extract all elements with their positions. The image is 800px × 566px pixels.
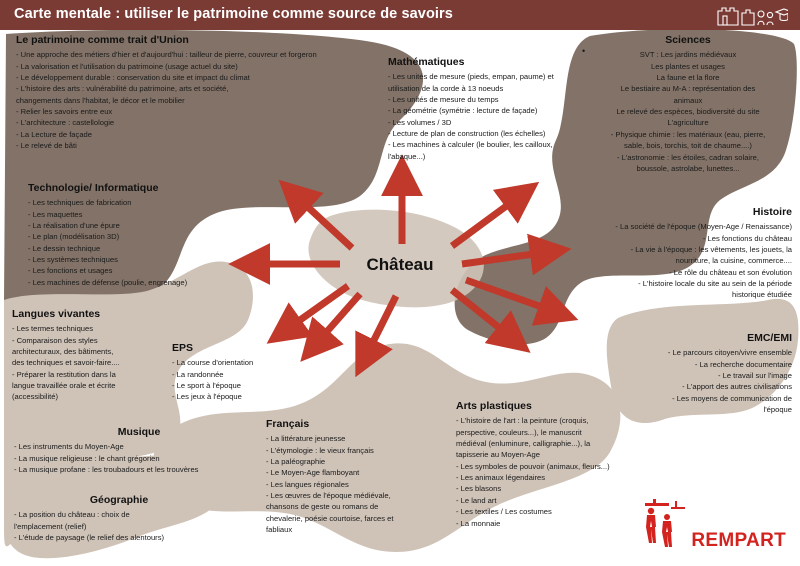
branch-title: Géographie: [89, 494, 149, 506]
rempart-figures-icon: [641, 497, 687, 554]
branch-item: - L'astronomie : les étoiles, cadran solaire,: [616, 152, 759, 162]
branch-item: - Le relevé de bâti: [16, 141, 77, 151]
branch-item: Le relevé des espèces, biodiversité du site: [616, 107, 760, 117]
branch-title: Histoire: [752, 206, 792, 218]
branch-item: médiéval (enluminure, calligraphie...), la: [456, 438, 591, 448]
branch-item: - Les instruments du Moyen-Age: [14, 442, 124, 452]
branch-items: [14, 509, 224, 543]
branch-item: - Le développement durable : conservation du site et impact du climat: [16, 72, 250, 82]
branch-item: - La position du château : choix de: [14, 510, 130, 520]
page-title: Carte mentale : utiliser le patrimoine comme source de savoirs: [14, 6, 453, 22]
branch-item: l'époque: [763, 405, 792, 415]
branch-title: Arts plastiques: [456, 400, 532, 412]
branch-item: - L'apport des autres civilisations: [682, 382, 792, 392]
branch-item: langue travaillée orale et écrite: [12, 381, 116, 391]
branch-item: animaux: [673, 95, 703, 105]
branch-title: EPS: [172, 342, 194, 354]
branch-item: - Les moyens de communication de: [672, 393, 792, 403]
sciences-bullet-marker: •: [582, 46, 586, 56]
branch-item: chevalerie, poésie courtoise, farces et: [266, 513, 394, 523]
branch-item: - La musique profane : les troubadours et les trouvères: [14, 464, 199, 474]
branch-title: EMC/EMI: [747, 332, 792, 344]
branch-item: - La vie à l'époque : les vêtements, les jouets, la: [630, 244, 792, 254]
branch-title: Français: [266, 418, 310, 430]
branch-items: [560, 221, 792, 301]
branch-technologie-informatique: [28, 182, 228, 288]
branch-items: [580, 49, 796, 174]
branch-geographie: [14, 494, 224, 543]
branch-item: - Une approche des métiers d'hier et d'aujourd'hui : tailleur de pierre, couvreur et forgeron: [16, 50, 317, 60]
branch-histoire: [560, 206, 792, 301]
branch-title: Mathématiques: [388, 56, 465, 68]
branch-item: - Les maquettes: [28, 209, 83, 219]
branch-item: - La musique religieuse : le chant grégorien: [14, 453, 160, 463]
branch-item: - L'étude de paysage (le relief des alentours): [14, 532, 165, 542]
branch-items: [12, 323, 162, 403]
central-node: [340, 248, 460, 282]
branch-items: [266, 433, 456, 536]
branch-item: - Les machines à calculer (le boulier, les cailloux,: [388, 140, 553, 150]
branch-mathematiques: [388, 56, 578, 162]
branch-item: utilisation de la corde à 13 noeuds: [388, 83, 504, 93]
branch-title: Musique: [117, 426, 161, 438]
branch-item: - Les systèmes techniques: [28, 255, 118, 265]
branch-item: - Les symboles de pouvoir (animaux, fleurs...): [456, 461, 610, 471]
branch-item: historique étudiée: [732, 290, 792, 300]
branch-item: - Relier les savoirs entre eux: [16, 107, 113, 117]
branch-musique: [14, 426, 264, 475]
branch-item: - Les machines de défense (poulie, engrenage): [28, 277, 188, 287]
branch-item: - La géométrie (symétrie : lecture de façade): [388, 106, 538, 116]
branch-item: tapisserie au Moyen-Age: [456, 450, 540, 460]
branch-item: - Les langues régionales: [266, 479, 349, 489]
branch-item: - La randonnée: [172, 369, 224, 379]
branch-item: L'agriculture: [667, 118, 709, 128]
branch-item: - La recherche documentaire: [694, 359, 792, 369]
branch-arts-plastiques: [456, 400, 656, 529]
branch-items: [456, 415, 656, 529]
branch-item: - Le sport à l'époque: [172, 380, 241, 390]
branch-item: - Les techniques de fabrication: [28, 198, 132, 208]
branch-item: - L'histoire de l'art : la peinture (croquis,: [456, 416, 589, 426]
branch-item: changements dans l'habitat, le décor et le mobilier: [16, 95, 185, 105]
branch-item: - Le parcours citoyen/vivre ensemble: [667, 348, 792, 358]
branch-item: perspective, couleurs...), le manuscrit: [456, 427, 582, 437]
branch-title: Le patrimoine comme trait d'Union: [16, 34, 189, 46]
branch-item: l'emplacement (relief): [14, 521, 87, 531]
branch-title: Langues vivantes: [12, 308, 101, 320]
branch-item: - Les termes techniques: [12, 324, 94, 334]
branch-item: - Physique chimie : les matériaux (eau, pierre,: [610, 129, 766, 139]
branch-item: (accessibilité): [12, 392, 58, 402]
branch-item: - Les volumes / 3D: [388, 117, 452, 127]
branch-item: - Le Moyen-Age flamboyant: [266, 468, 360, 478]
branch-item: - Les animaux légendaires: [456, 473, 546, 483]
branch-items: [28, 197, 228, 288]
branch-eps: [172, 342, 322, 403]
branch-item: - Le rôle du château et son évolution: [669, 267, 792, 277]
branch-item: - La littérature jeunesse: [266, 434, 346, 444]
branch-item: - Le plan (modélisation 3D): [28, 232, 120, 242]
branch-langues-vivantes: [12, 308, 162, 403]
branch-item: - La course d'orientation: [172, 358, 254, 368]
branch-item: La faune et la flore: [656, 72, 720, 82]
branch-item: l'abaque...): [388, 151, 426, 161]
branch-item: - Les textiles / Les costumes: [456, 507, 552, 517]
branch-items: [388, 71, 578, 162]
branch-items: [172, 357, 322, 403]
branch-item: architecturaux, des bâtiments,: [12, 346, 114, 356]
branch-item: SVT : Les jardins médiévaux: [639, 50, 737, 60]
branch-item: - Le dessin technique: [28, 243, 101, 253]
branch-sciences: [580, 34, 796, 174]
branch-title: Sciences: [665, 34, 711, 46]
branch-item: chansons de geste ou romans de: [266, 502, 379, 512]
branch-items: [14, 441, 264, 475]
branch-item: - La paléographie: [266, 456, 326, 466]
branch-item: - Lecture de plan de construction (les échelles): [388, 129, 546, 139]
branch-item: - La société de l'époque (Moyen-Age / Renaissance): [615, 222, 792, 232]
central-node-label: Château: [366, 255, 434, 274]
branch-item: - L'histoire des arts : vulnérabilité du patrimoine, arts et société,: [16, 84, 229, 94]
branch-item: - La valorisation et l'utilisation du patrimoine (usage actuel du site): [16, 61, 238, 71]
branch-item: des techniques et savoir-faire....: [12, 358, 120, 368]
branch-item: sable, bois, torchis, toit de chaume....): [624, 141, 752, 151]
branch-item: - Les jeux à l'époque: [172, 392, 242, 402]
branch-item: - Le travail sur l'image: [717, 370, 792, 380]
branch-item: - Préparer la restitution dans la: [12, 369, 116, 379]
branch-item: fabliaux: [266, 525, 293, 535]
branch-item: - L'étymologie : le vieux français: [266, 445, 374, 455]
branch-item: Les plantes et usages: [651, 61, 725, 71]
branch-item: - L'histoire locale du site au sein de la période: [638, 279, 792, 289]
branch-item: - Les fonctions du château: [702, 233, 792, 243]
branch-item: - Les blasons: [456, 484, 502, 494]
branch-item: - La réalisation d'une épure: [28, 220, 120, 230]
branch-item: - La monnaie: [456, 518, 501, 528]
branch-item: Le bestiaire au M-A : représentation des: [620, 84, 756, 94]
branch-item: boussole, astrolabe, lunettes...: [636, 164, 740, 174]
branch-items: [16, 49, 386, 152]
branch-patrimoine-trait-union: [16, 34, 386, 152]
branch-title: Technologie/ Informatique: [28, 182, 159, 194]
branch-item: - Comparaison des styles: [12, 335, 98, 345]
branch-item: - Les œuvres de l'époque médiévale,: [266, 491, 391, 501]
branch-francais: [266, 418, 456, 536]
branch-item: - La Lecture de façade: [16, 129, 92, 139]
branch-item: - Les unités de mesure (pieds, empan, paume) et: [388, 72, 554, 82]
rempart-wordmark: REMPART: [691, 530, 786, 551]
branch-item: - Les unités de mesure du temps: [388, 94, 499, 104]
rempart-logo: [641, 497, 786, 554]
branch-item: - L'architecture : castellologie: [16, 118, 115, 128]
branch-item: - Les fonctions et usages: [28, 266, 113, 276]
branch-item: nourriture, la cuisine, commerce....: [675, 256, 792, 266]
branch-item: - Le land art: [456, 495, 497, 505]
